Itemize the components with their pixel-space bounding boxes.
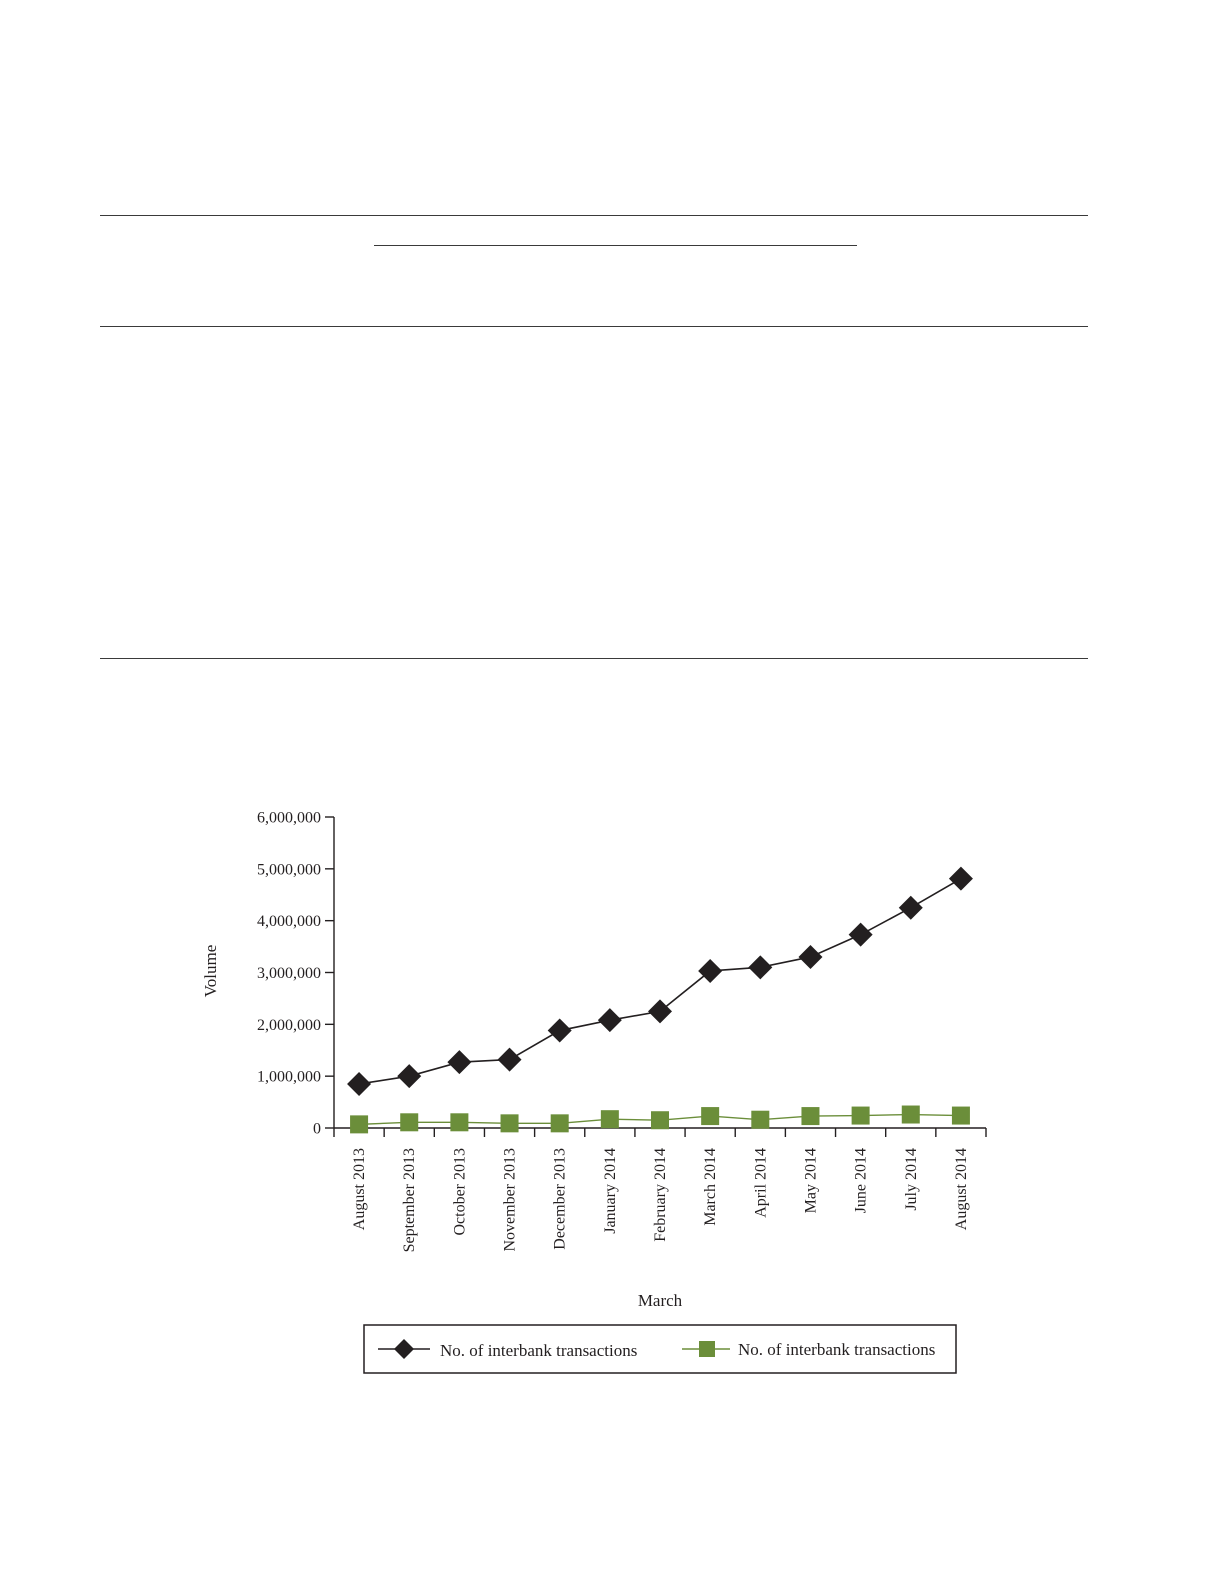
- legend-marker-diamond: [394, 1339, 414, 1359]
- data-point-diamond: [899, 896, 923, 920]
- x-tick-label: October 2013: [451, 1148, 469, 1236]
- data-point-square: [701, 1107, 719, 1125]
- legend-label-series-2: No. of interbank transactions: [738, 1340, 936, 1359]
- data-point-square: [651, 1111, 669, 1129]
- data-point-square: [852, 1107, 870, 1125]
- x-tick-label: September 2013: [401, 1148, 419, 1253]
- series-layer: [347, 867, 973, 1134]
- data-point-square: [551, 1114, 569, 1132]
- x-tick-label: December 2013: [551, 1148, 569, 1250]
- x-tick-label: February 2014: [652, 1148, 669, 1242]
- data-point-diamond: [648, 999, 672, 1023]
- legend-label-series-1: No. of interbank transactions: [440, 1341, 638, 1360]
- data-point-diamond: [748, 955, 772, 979]
- data-point-square: [450, 1113, 468, 1131]
- x-tick-label: August 2014: [952, 1148, 970, 1231]
- x-tick-label: March 2014: [702, 1148, 720, 1226]
- data-point-diamond: [548, 1019, 572, 1043]
- data-point-diamond: [347, 1072, 371, 1096]
- x-tick-label: November 2013: [501, 1148, 519, 1252]
- data-point-square: [501, 1114, 519, 1132]
- data-point-diamond: [798, 945, 822, 969]
- data-point-diamond: [598, 1008, 622, 1032]
- y-tick-label: 1,000,000: [257, 1068, 321, 1086]
- series-line-1: [359, 879, 961, 1084]
- y-tick-label: 4,000,000: [257, 913, 321, 931]
- y-tick-label: 3,000,000: [257, 965, 321, 982]
- data-point-diamond: [447, 1050, 471, 1074]
- x-tick-label: May 2014: [802, 1148, 820, 1214]
- data-point-diamond: [849, 923, 873, 947]
- legend: [364, 1325, 956, 1373]
- data-point-diamond: [498, 1048, 522, 1072]
- data-point-square: [601, 1110, 619, 1128]
- data-point-diamond: [698, 959, 722, 983]
- x-tick-label: June 2014: [852, 1148, 870, 1214]
- data-point-square: [400, 1113, 418, 1131]
- y-axis-title: Volume: [201, 944, 220, 998]
- y-tick-label: 0: [313, 1120, 321, 1138]
- data-point-square: [801, 1107, 819, 1125]
- data-point-square: [350, 1115, 368, 1133]
- data-point-square: [751, 1111, 769, 1129]
- x-tick-label: July 2014: [902, 1148, 920, 1211]
- data-point-diamond: [397, 1064, 421, 1088]
- y-tick-label: 6,000,000: [257, 809, 321, 827]
- legend-marker-square: [699, 1341, 715, 1357]
- x-tick-label: January 2014: [601, 1148, 619, 1234]
- x-tick-label: August 2013: [351, 1148, 369, 1231]
- chart-axes: [334, 817, 986, 1128]
- y-axis-ticks: [257, 810, 334, 1138]
- data-point-diamond: [949, 867, 973, 891]
- data-point-square: [902, 1106, 920, 1124]
- x-tick-label: April 2014: [752, 1148, 770, 1218]
- data-point-square: [952, 1107, 970, 1125]
- y-tick-label: 5,000,000: [257, 861, 321, 879]
- y-tick-label: 2,000,000: [257, 1016, 321, 1034]
- x-axis-ticks: [334, 1128, 986, 1252]
- x-axis-title: March: [637, 1291, 683, 1310]
